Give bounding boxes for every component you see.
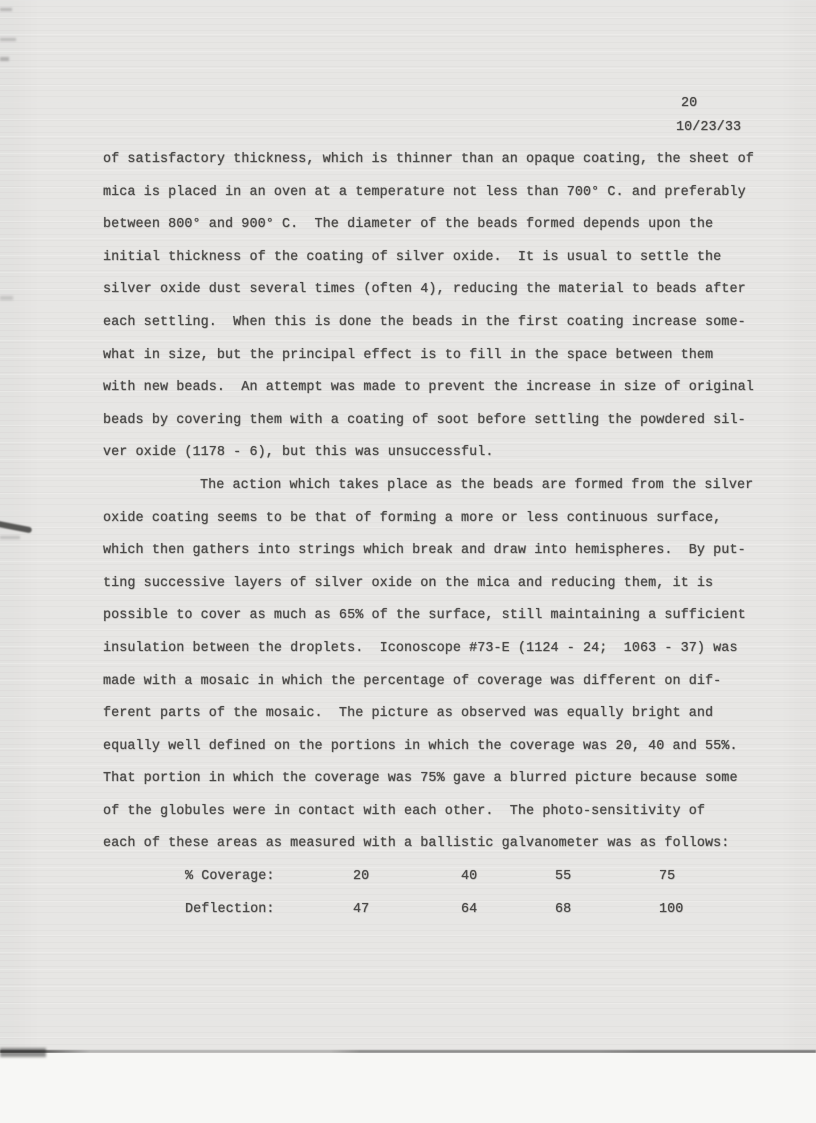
coverage-value: 55 xyxy=(555,869,572,884)
text-line: ver oxide (1178 - 6), but this was unsuccessful. xyxy=(103,445,494,461)
text-line: insulation between the droplets. Iconoscope #73-E (1124 - 24; 1063 - 37) was xyxy=(103,640,738,656)
deflection-value: 100 xyxy=(659,901,684,917)
coverage-row-label: % Coverage: xyxy=(185,869,275,884)
scanner-background xyxy=(0,1053,816,1123)
scan-artifact xyxy=(0,57,9,61)
photo-sensitivity-table xyxy=(103,869,763,934)
coverage-value: 40 xyxy=(461,869,478,884)
text-line: equally well defined on the portions in which the coverage was 20, 40 and 55%. xyxy=(103,738,738,754)
scan-artifact xyxy=(0,296,13,300)
text-line: between 800° and 900° C. The diameter of the beads formed depends upon the xyxy=(103,217,714,233)
text-line: silver oxide dust several times (often 4), reducing the material to beads after xyxy=(103,282,746,298)
deflection-value: 64 xyxy=(461,901,478,917)
table-row-deflection xyxy=(103,902,763,935)
text-line: with new beads. An attempt was made to prevent the increase in size of original xyxy=(103,380,754,396)
coverage-value: 20 xyxy=(353,869,370,884)
scan-artifact xyxy=(0,38,16,41)
text-line: what in size, but the principal effect is to fill in the space between them xyxy=(103,347,714,363)
page-date: 10/23/33 xyxy=(676,120,742,135)
text-line: beads by covering them with a coating of soot before settling the powdered sil- xyxy=(103,412,746,428)
text-line: ting successive layers of silver oxide on the mica and reducing them, it is xyxy=(103,575,714,591)
text-line: which then gathers into strings which break and draw into hemispheres. By put- xyxy=(103,543,746,559)
deflection-row-label: Deflection: xyxy=(185,901,275,917)
text-line: of satisfactory thickness, which is thinner than an opaque coating, the sheet of xyxy=(103,152,754,167)
table-row-coverage xyxy=(103,869,763,902)
text-line: each of these areas as measured with a ballistic galvanometer was as follows: xyxy=(103,836,730,852)
text-line: oxide coating seems to be that of forming a more or less continuous surface, xyxy=(103,510,722,526)
text-line: initial thickness of the coating of silver oxide. It is usual to settle the xyxy=(103,249,722,265)
text-line: possible to cover as much as 65% of the surface, still maintaining a sufficient xyxy=(103,608,746,624)
coverage-value: 75 xyxy=(659,869,676,884)
deflection-value: 68 xyxy=(555,901,572,917)
scan-artifact xyxy=(0,536,20,539)
text-line: That portion in which the coverage was 75% gave a blurred picture because some xyxy=(103,771,738,787)
deflection-value: 47 xyxy=(353,901,370,917)
text-line: mica is placed in an oven at a temperature not less than 700° C. and preferably xyxy=(103,184,746,200)
text-line: of the globules were in contact with each other. The photo-sensitivity of xyxy=(103,803,706,819)
text-line: ferent parts of the mosaic. The picture as observed was equally bright and xyxy=(103,706,714,722)
text-line-paragraph-start: The action which takes place as the beads are formed from the silver xyxy=(200,477,754,493)
text-line: each settling. When this is done the beads in the first coating increase some- xyxy=(103,314,746,330)
page-number: 20 xyxy=(681,96,698,111)
body-text xyxy=(103,152,763,869)
text-line: made with a mosaic in which the percentage of coverage was different on dif- xyxy=(103,673,722,689)
scan-artifact xyxy=(0,521,32,534)
scan-artifact xyxy=(0,8,12,11)
